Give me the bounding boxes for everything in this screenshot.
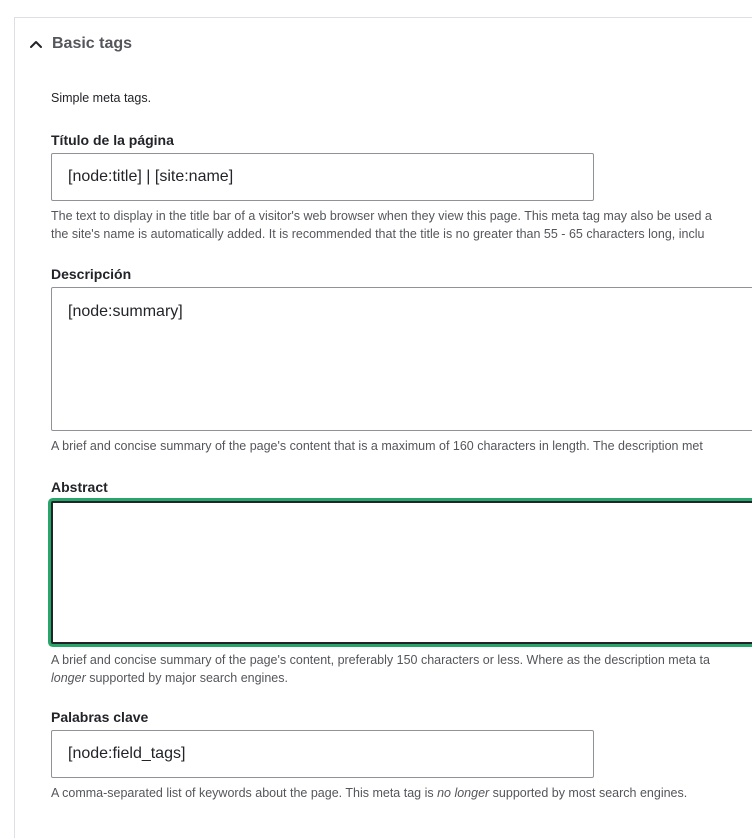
title-label: Título de la página [51, 132, 174, 148]
section-title: Basic tags [52, 35, 133, 52]
keywords-help-post: supported by most search engines. [489, 786, 688, 800]
title-help-line1: The text to display in the title bar of a visitor's web browser when they view this page. This meta tag may also be used a [51, 209, 712, 223]
abstract-help-rest: supported by major search engines. [85, 671, 288, 685]
abstract-label: Abstract [51, 479, 108, 495]
keywords-input[interactable] [51, 730, 594, 778]
basic-tags-summary[interactable] [28, 32, 132, 56]
basic-tags-details [14, 17, 752, 838]
keywords-help [51, 784, 687, 802]
description-label: Descripción [51, 266, 132, 282]
keywords-help-pre: A comma-separated list of keywords about the page. This meta tag is [51, 786, 438, 800]
abstract-textarea[interactable] [51, 501, 752, 644]
title-help-line2: the site's name is automatically added. It is recommended that the title is no greater than 55 - 65 characters long, inclu [51, 227, 705, 241]
section-intro: Simple meta tags. [51, 91, 152, 105]
description-textarea[interactable] [51, 287, 752, 431]
keywords-label: Palabras clave [51, 709, 149, 725]
keywords-help-emphasis: no longer [437, 786, 490, 800]
chevron-up-icon [28, 36, 44, 52]
abstract-help-emphasis: longer [51, 671, 86, 685]
abstract-help-line1: A brief and concise summary of the page's content, preferably 150 characters or less. Where as the description meta ta [51, 653, 710, 667]
abstract-help-line2 [51, 669, 288, 687]
description-help: A brief and concise summary of the page's content that is a maximum of 160 characters in length. The description met [51, 439, 703, 453]
title-input[interactable] [51, 153, 594, 201]
